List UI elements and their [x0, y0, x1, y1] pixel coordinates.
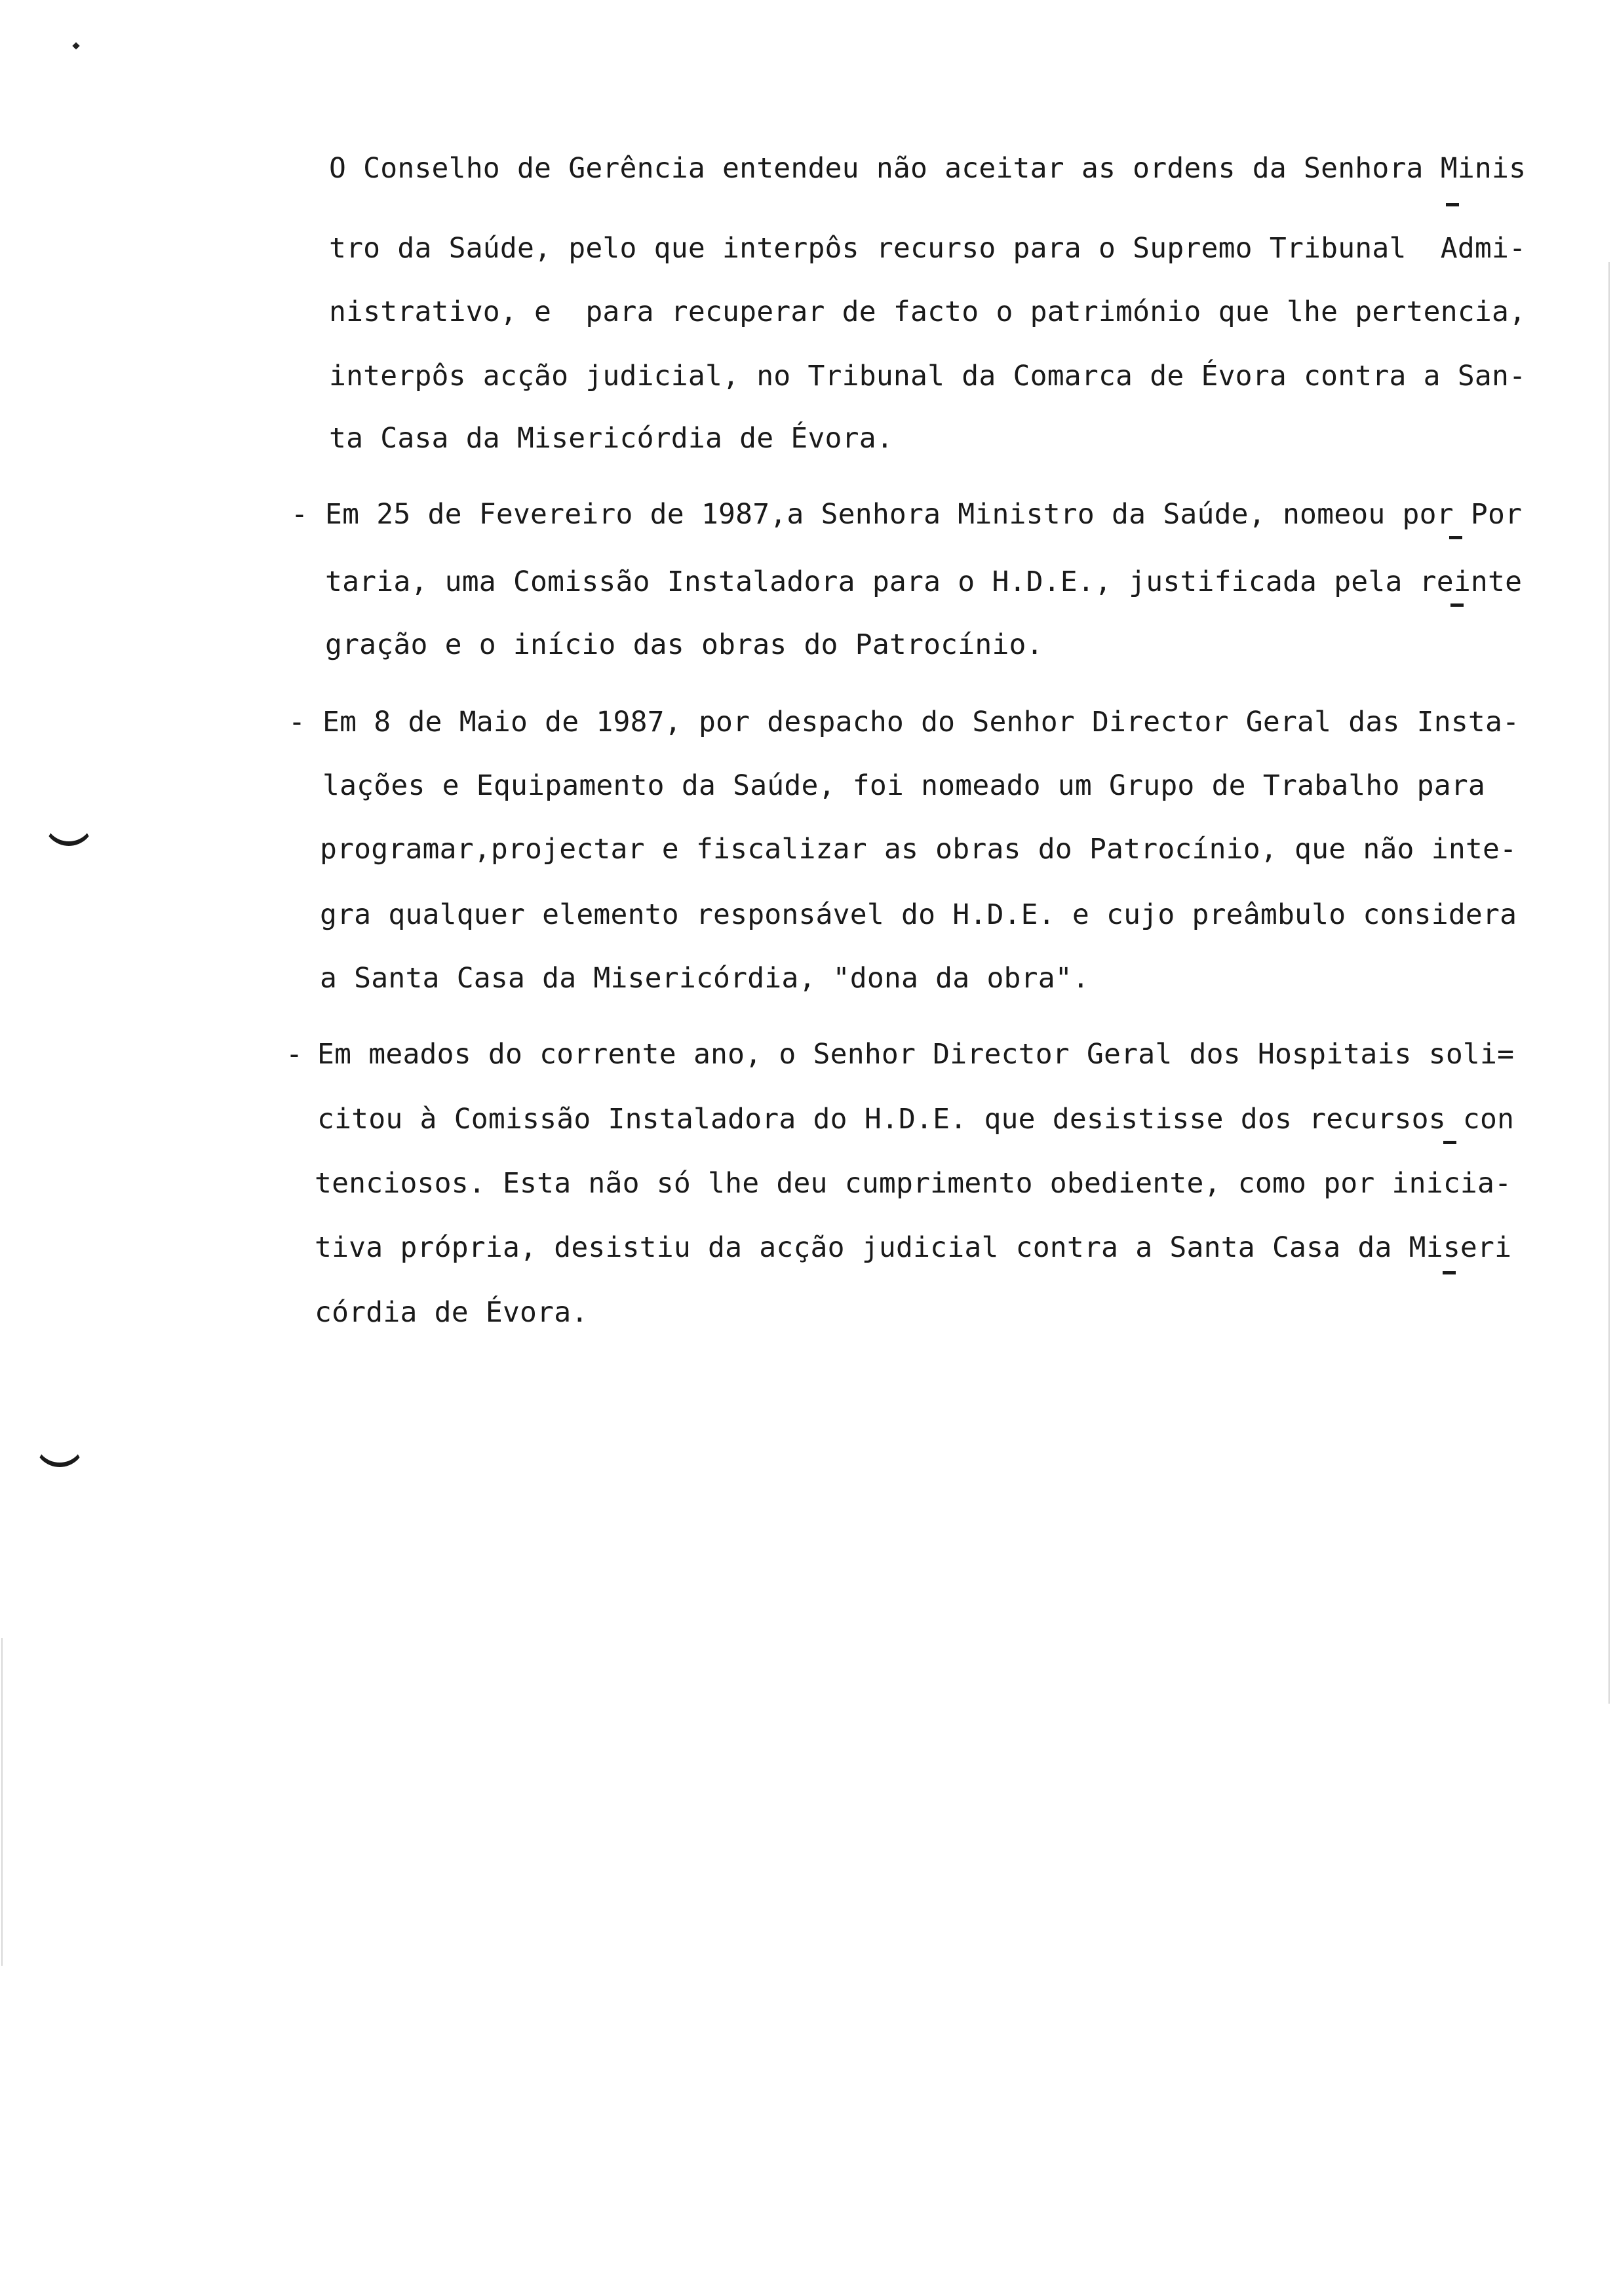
text-line: taria, uma Comissão Instaladora para o H.D.E., justificada pela reinte: [325, 565, 1523, 598]
text-line: córdia de Évora.: [315, 1296, 589, 1329]
text-line: O Conselho de Gerência entendeu não aceitar as ordens da Senhora Minis: [329, 152, 1527, 185]
hyphenation-mark: [1443, 1141, 1456, 1144]
scan-speck: [72, 42, 79, 49]
text-line: gração e o início das obras do Patrocínio.: [325, 628, 1043, 661]
hyphenation-mark: [1449, 536, 1462, 539]
hyphenation-mark: [1450, 603, 1464, 607]
text-line: Em 8 de Maio de 1987, por despacho do Senhor Director Geral das Insta-: [322, 706, 1520, 738]
text-line: Em meados do corrente ano, o Senhor Director Geral dos Hospitais soli=: [317, 1038, 1515, 1071]
hyphenation-mark: [1446, 203, 1459, 206]
text-line: a Santa Casa da Misericórdia, "dona da obra".: [320, 962, 1089, 995]
punch-hole-mark: [34, 1439, 85, 1467]
text-line: tiva própria, desistiu da acção judicial contra a Santa Casa da Miseri: [315, 1231, 1512, 1264]
text-line: citou à Comissão Instaladora do H.D.E. que desistisse dos recursos con: [317, 1103, 1515, 1136]
text-line: nistrativo, e para recuperar de facto o património que lhe pertencia,: [329, 296, 1527, 328]
text-line: ta Casa da Misericórdia de Évora.: [329, 422, 893, 455]
bullet-dash: -: [291, 498, 308, 531]
scan-edge-line: [1, 1638, 3, 1966]
bullet-dash: -: [286, 1038, 303, 1071]
text-line: tro da Saúde, pelo que interpôs recurso para o Supremo Tribunal Admi-: [329, 232, 1527, 265]
text-line: gra qualquer elemento responsável do H.D.E. e cujo preâmbulo considera: [320, 898, 1517, 931]
scan-edge-line: [1608, 262, 1610, 1704]
text-line: lações e Equipamento da Saúde, foi nomeado um Grupo de Trabalho para: [322, 769, 1485, 802]
text-line: tenciosos. Esta não só lhe deu cumprimento obediente, como por inicia-: [315, 1167, 1512, 1200]
hyphenation-mark: [1443, 1271, 1456, 1274]
text-line: programar,projectar e fiscalizar as obras do Patrocínio, que não inte-: [320, 833, 1517, 866]
punch-hole-mark: [43, 818, 94, 846]
text-line: interpôs acção judicial, no Tribunal da Comarca de Évora contra a San-: [329, 360, 1527, 392]
bullet-dash: -: [288, 706, 305, 738]
text-line: Em 25 de Fevereiro de 1987,a Senhora Ministro da Saúde, nomeou por Por: [325, 498, 1523, 531]
